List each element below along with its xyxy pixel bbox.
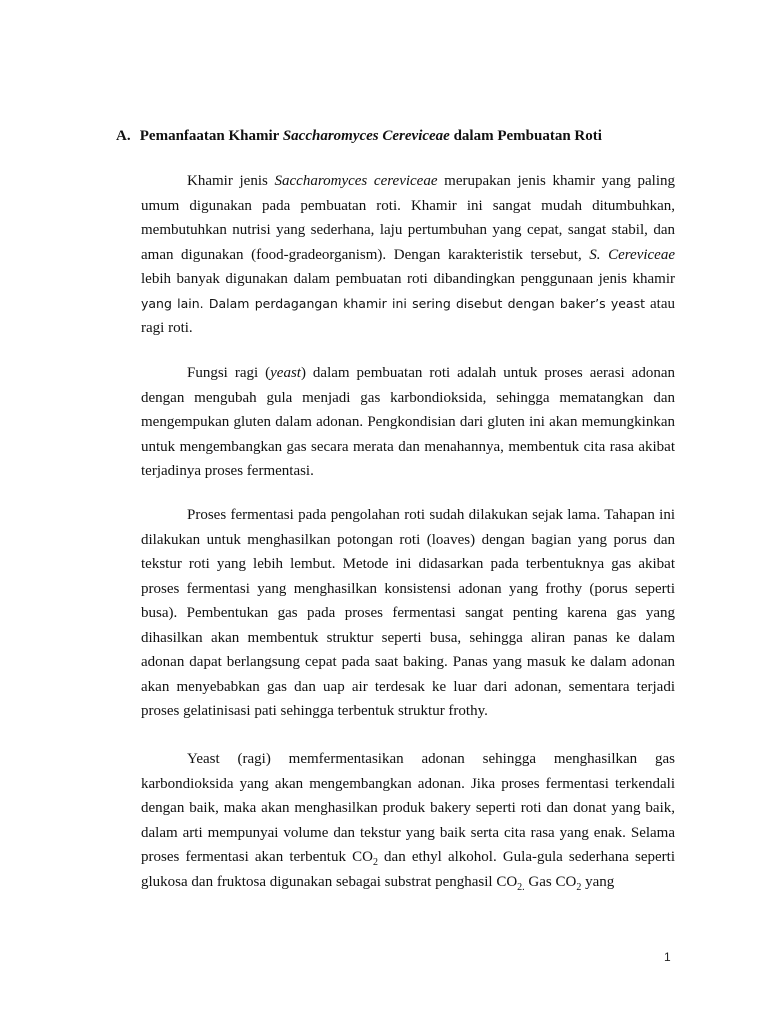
paragraph-1 xyxy=(141,169,675,341)
p1-species-abbrev-italic: S. Cereviceae xyxy=(589,246,675,263)
p4-subscript-3: 2 xyxy=(576,881,582,893)
p4-text-1: Yeast (ragi) memfermentasikan adonan sehingga menghasilkan gas karbondioksida yang akan mengembangkan adonan. Jika proses fermentasi terkendali dengan baik, maka akan menghasilkan produk bakery seperti roti dan donat yang baik, dalam arti mempunyai volume dan tekstur yang baik serta cita rasa yang enak. Selama proses fermentasi akan terbentuk CO xyxy=(141,751,675,865)
p2-yeast-italic: yeast xyxy=(270,365,301,381)
p3-text: Proses fermentasi pada pengolahan roti sudah dilakukan sejak lama. Tahapan ini dilakukan untuk menghasilkan potongan roti (loaves) dengan bagian yang porus dan tekstur roti yang lebih lembut. Metode ini didasarkan pada terbentuknya gas akibat proses fermentasi yang menghasilkan konsistensi adonan yang frothy (porus seperti busa). Pembentukan gas pada proses fermentasi sangat penting karena gas yang dihasilkan akan membentuk struktur seperti busa, sehingga aliran panas ke dalam adonan dapat berlangsung cepat pada saat baking. Panas yang masuk ke dalam adonan akan menyebabkan gas dan uap air terdesak ke luar dari adonan, sementara terjadi proses gelatinisasi pati sehingga terbentuk struktur frothy. xyxy=(141,507,675,719)
page-number: 1 xyxy=(664,950,671,964)
p4-subscript-2: 2. xyxy=(517,881,525,893)
p1-text-4: yang lain. Dalam perdagangan khamir ini sering disebut dengan baker’s yeast xyxy=(141,295,645,311)
p4-text-3: Gas CO xyxy=(524,873,577,890)
heading-text-italic: Saccharomyces Cereviceae xyxy=(282,128,450,144)
p2-text-2: ) dalam pembuatan roti adalah untuk proses aerasi adonan dengan mengubah gula menjadi gas karbondioksida, sehingga mematangkan dan mengempukan gluten dalam adonan. Pengkondisian dari gluten ini akan memungkinkan untuk mengembangkan gas secara merata dan menahannya, membentuk cita rasa akibat terjadinya proses fermentasi. xyxy=(141,365,675,479)
p1-text-1: Khamir jenis xyxy=(187,173,275,189)
heading-text-post: dalam Pembuatan Roti xyxy=(449,128,602,144)
section-letter: A. xyxy=(116,128,131,144)
p1-text-5: atau ragi roti. xyxy=(141,295,675,336)
paragraph-3 xyxy=(141,503,675,724)
heading-text-pre: Pemanfaatan Khamir xyxy=(139,128,283,144)
p4-subscript-1: 2 xyxy=(372,857,378,868)
p4-text-2: dan ethyl alkohol. Gula-gula sederhana seperti glukosa dan fruktosa digunakan sebagai substrat penghasil CO xyxy=(141,849,675,890)
paragraph-4 xyxy=(141,747,675,894)
p1-species-italic: Saccharomyces cereviceae xyxy=(274,173,438,189)
section-heading xyxy=(116,126,676,146)
p1-text-2: merupakan jenis khamir yang paling umum digunakan pada pembuatan roti. Khamir ini sangat mudah ditumbuhkan, membutuhkan nutrisi yang sederhana, laju pertumbuhan yang cepat, sangat stabil, dan aman digunakan (food-gradeorganism). Dengan karakteristik tersebut, xyxy=(141,173,676,263)
p2-text-1: Fungsi ragi ( xyxy=(187,365,271,381)
p4-text-4: yang xyxy=(581,873,615,890)
paragraph-2 xyxy=(141,361,675,484)
p1-text-3: lebih banyak digunakan dalam pembuatan roti dibandingkan penggunaan jenis khamir xyxy=(141,271,675,287)
